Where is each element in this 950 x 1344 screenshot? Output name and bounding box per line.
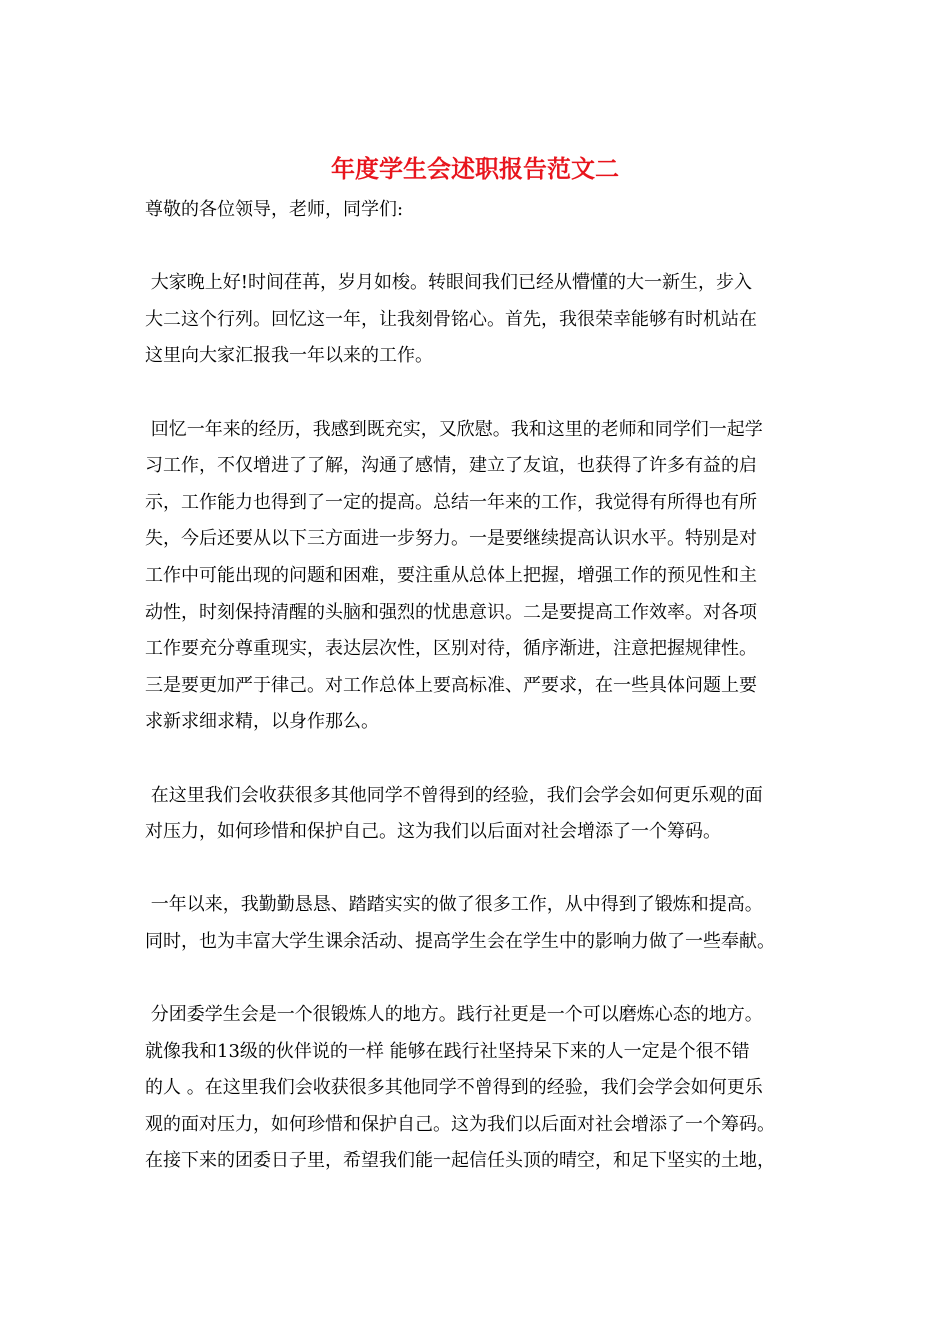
paragraph-line: 大二这个行列。回忆这一年，让我刻骨铭心。首先，我很荣幸能够有时机站在 (145, 308, 757, 330)
paragraph-line: 求新求细求精，以身作那么。 (145, 711, 379, 733)
paragraph-line: 工作中可能出现的问题和困难，要注重从总体上把握，增强工作的预见性和主 (145, 564, 757, 586)
paragraph-line: 的人 。在这里我们会收获很多其他同学不曾得到的经验，我们会学会如何更乐 (145, 1077, 763, 1099)
paragraph-gap (145, 960, 805, 997)
paragraph-line: 这里向大家汇报我一年以来的工作。 (145, 345, 433, 367)
paragraph-line: 一年以来，我勤勤恳恳、踏踏实实的做了很多工作，从中得到了锻炼和提高。 (145, 894, 763, 916)
paragraph-line: 大家晚上好!时间荏苒，岁月如梭。转眼间我们已经从懵懂的大一新生，步入 (145, 272, 752, 294)
paragraph-line: 回忆一年来的经历，我感到既充实，又欣慰。我和这里的老师和同学们一起学 (145, 418, 763, 440)
paragraph-5 (145, 997, 805, 1180)
paragraph-line: 分团委学生会是一个很锻炼人的地方。践行社更是一个可以磨炼心态的地方。 (145, 1004, 763, 1026)
paragraph-line: 工作要充分尊重现实，表达层次性，区别对待，循序渐进，注意把握规律性。 (145, 638, 757, 660)
paragraph-line: 在接下来的团委日子里，希望我们能一起信任头顶的晴空，和足下坚实的土地， (145, 1150, 775, 1172)
paragraph-line: 对压力，如何珍惜和保护自己。这为我们以后面对社会增添了一个筹码。 (145, 821, 721, 843)
paragraph-line: 失，今后还要从以下三方面进一步努力。一是要继续提高认识水平。特别是对 (145, 528, 757, 550)
paragraph-line: 同时，也为丰富大学生课余活动、提高学生会在学生中的影响力做了一些奉献。 (145, 930, 775, 952)
paragraph-1 (145, 265, 805, 375)
paragraph-line: 动性，时刻保持清醒的头脑和强烈的忧患意识。二是要提高工作效率。对各项 (145, 601, 757, 623)
paragraph-gap (145, 851, 805, 888)
paragraph-2 (145, 412, 805, 741)
paragraph-4 (145, 887, 805, 960)
paragraph-line: 观的面对压力，如何珍惜和保护自己。这为我们以后面对社会增添了一个筹码。 (145, 1113, 775, 1135)
paragraph-line: 就像我和13级的伙伴说的一样 能够在践行社坚持呆下来的人一定是个很不错 (145, 1040, 750, 1062)
paragraph-line: 在这里我们会收获很多其他同学不曾得到的经验，我们会学会如何更乐观的面 (145, 784, 763, 806)
document-title: 年度学生会述职报告范文二 (331, 154, 619, 183)
paragraph-line: 习工作，不仅增进了了解，沟通了感情，建立了友谊，也获得了许多有益的启 (145, 455, 757, 477)
paragraph-gap (145, 375, 805, 412)
greeting-line: 尊敬的各位领导，老师，同学们: (145, 199, 404, 220)
paragraph-gap (145, 229, 805, 266)
document-body (145, 192, 805, 1180)
paragraph-gap (145, 741, 805, 778)
paragraph-line: 三是要更加严于律己。对工作总体上要高标准、严要求，在一些具体问题上要 (145, 674, 757, 696)
paragraph-3 (145, 778, 805, 851)
paragraph-line: 示，工作能力也得到了一定的提高。总结一年来的工作，我觉得有所得也有所 (145, 491, 757, 513)
